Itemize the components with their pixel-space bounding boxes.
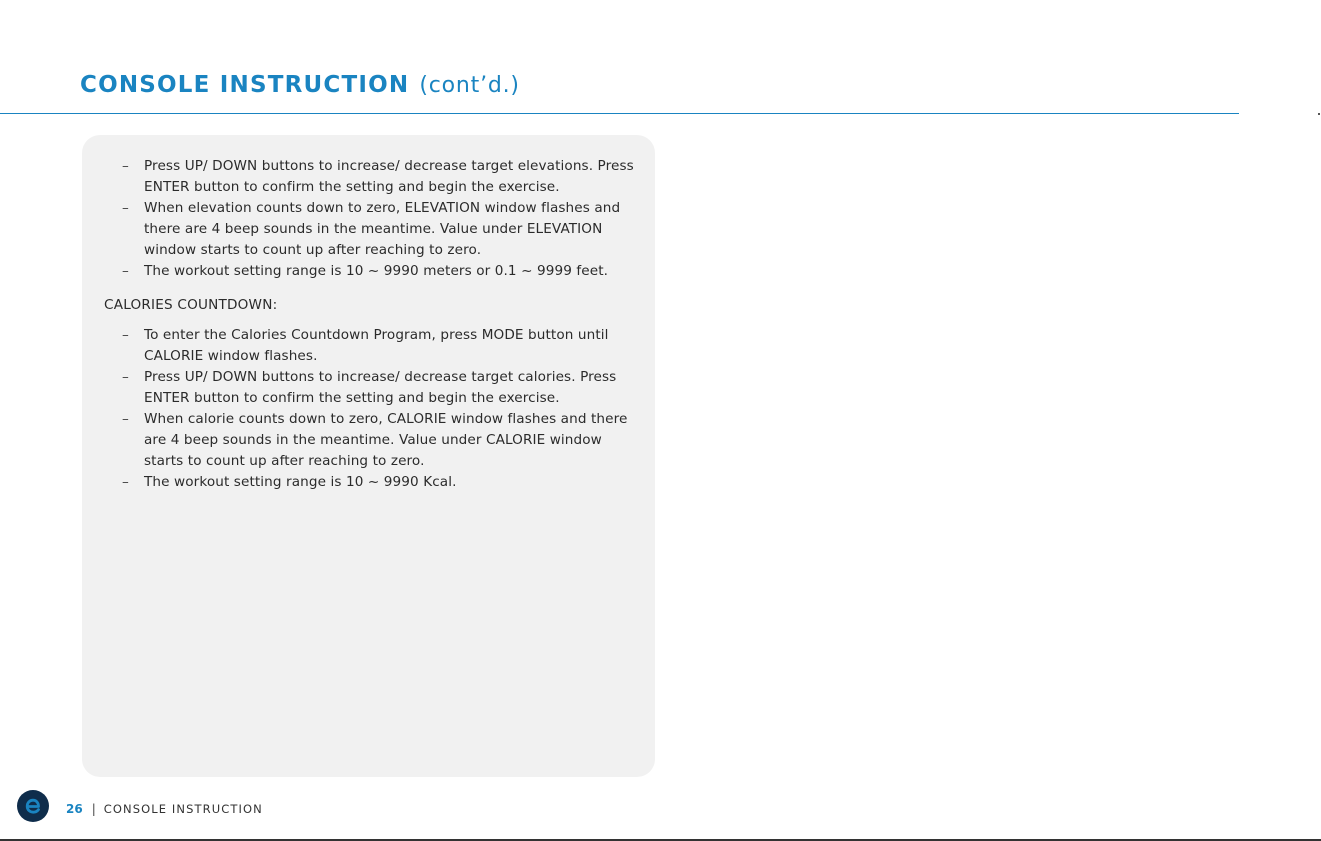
footer — [66, 800, 263, 818]
brand-e-logo-glyph — [17, 790, 49, 822]
list-item: – When elevation counts down to zero, ELEVATION window flashes and there are 4 beep sounds in the meantime. Value under ELEVATION window starts to count up after reaching to zero. — [82, 198, 655, 261]
list-item: – The workout setting range is 10 ~ 9990 meters or 0.1 ~ 9999 feet. — [82, 261, 655, 282]
page-number: 26 — [66, 802, 83, 816]
list-item: – Press UP/ DOWN buttons to increase/ decrease target elevations. Press ENTER button to confirm the setting and begin the exercise. — [82, 156, 655, 198]
list-item: – To enter the Calories Countdown Program, press MODE button until CALORIE window flashes. — [82, 325, 655, 367]
calories-countdown-list — [82, 325, 655, 493]
edge-mark — [1318, 113, 1320, 115]
list-item: – The workout setting range is 10 ~ 9990 Kcal. — [82, 472, 655, 493]
list-item: – Press UP/ DOWN buttons to increase/ decrease target calories. Press ENTER button to confirm the setting and begin the exercise. — [82, 367, 655, 409]
brand-e-logo-icon — [17, 790, 49, 822]
page-header — [80, 72, 520, 108]
section-heading-calories-countdown: CALORIES COUNTDOWN: — [104, 297, 278, 313]
footer-separator: | — [91, 802, 96, 816]
page-title-continued: (cont’d.) — [419, 73, 520, 98]
elevation-countdown-list — [82, 156, 655, 282]
content-panel — [82, 135, 655, 777]
list-item: – When calorie counts down to zero, CALORIE window flashes and there are 4 beep sounds in the meantime. Value under CALORIE window starts to count up after reaching to zero. — [82, 409, 655, 472]
page-title: CONSOLE INSTRUCTION — [80, 72, 410, 98]
footer-section-label: CONSOLE INSTRUCTION — [103, 802, 263, 816]
header-divider — [0, 113, 1239, 114]
